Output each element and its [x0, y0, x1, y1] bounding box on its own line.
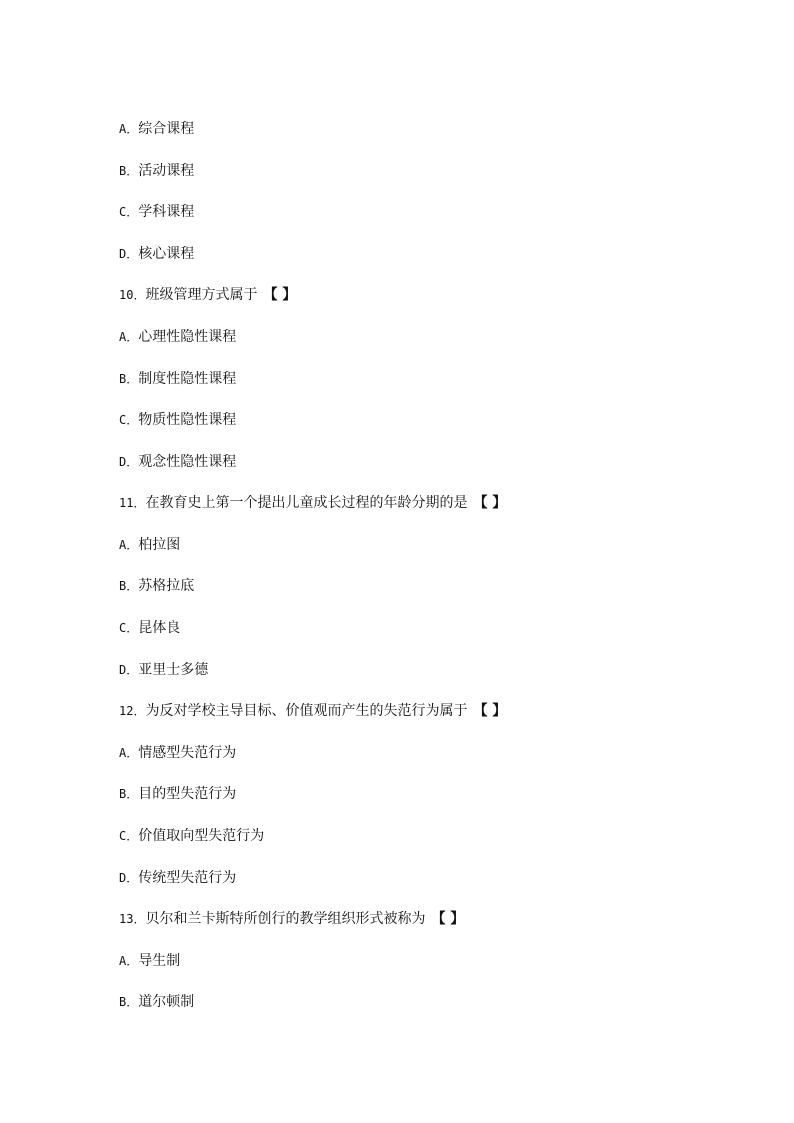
- option-line: [119, 162, 194, 180]
- option-label: A．: [119, 122, 139, 136]
- option-text: 核心课程: [138, 246, 195, 262]
- option-line: [119, 785, 236, 803]
- option-text: 观念性隐性课程: [138, 454, 237, 470]
- option-line: [119, 869, 236, 887]
- option-line: [119, 411, 236, 429]
- option-label: B．: [119, 164, 139, 178]
- option-line: [119, 619, 180, 637]
- question-line: [119, 702, 506, 720]
- question-line: [119, 910, 464, 928]
- option-text: 道尔顿制: [138, 994, 195, 1010]
- option-text: 制度性隐性课程: [138, 371, 237, 387]
- option-label: A．: [119, 746, 139, 760]
- option-line: [119, 661, 208, 679]
- option-line: [119, 453, 236, 471]
- option-line: [119, 328, 236, 346]
- option-line: [119, 120, 194, 138]
- option-line: [119, 952, 180, 970]
- option-text: 心理性隐性课程: [138, 329, 237, 345]
- option-label: A．: [119, 954, 139, 968]
- option-label: D．: [119, 663, 139, 677]
- option-label: C．: [119, 829, 139, 843]
- option-label: D．: [119, 871, 139, 885]
- question-text: 在教育史上第一个提出儿童成长过程的年龄分期的是: [145, 495, 468, 511]
- question-line: [119, 286, 296, 304]
- option-line: [119, 827, 264, 845]
- option-line: [119, 203, 194, 221]
- question-number: 12．: [119, 704, 146, 718]
- option-text: 传统型失范行为: [138, 870, 237, 886]
- question-number: 10．: [119, 288, 146, 302]
- option-line: [119, 536, 180, 554]
- option-label: D．: [119, 247, 139, 261]
- option-line: [119, 993, 194, 1011]
- option-label: C．: [119, 205, 139, 219]
- option-text: 价值取向型失范行为: [138, 828, 265, 844]
- option-text: 学科课程: [138, 204, 195, 220]
- option-text: 柏拉图: [138, 537, 181, 553]
- option-text: 活动课程: [138, 163, 195, 179]
- option-label: A．: [119, 330, 139, 344]
- question-text: 为反对学校主导目标、价值观而产生的失范行为属于: [145, 703, 468, 719]
- option-label: D．: [119, 455, 139, 469]
- question-text: 贝尔和兰卡斯特所创行的教学组织形式被称为: [145, 911, 426, 927]
- question-number: 11．: [119, 496, 146, 510]
- question-text: 班级管理方式属于: [145, 287, 258, 303]
- option-label: C．: [119, 413, 139, 427]
- option-label: A．: [119, 538, 139, 552]
- answer-bracket: 【 】: [431, 911, 465, 927]
- option-text: 亚里士多德: [138, 662, 209, 678]
- option-label: B．: [119, 995, 139, 1009]
- answer-bracket: 【 】: [473, 495, 507, 511]
- option-label: B．: [119, 579, 139, 593]
- option-text: 综合课程: [138, 121, 195, 137]
- option-label: C．: [119, 621, 139, 635]
- option-line: [119, 577, 194, 595]
- option-text: 物质性隐性课程: [138, 412, 237, 428]
- option-line: [119, 245, 194, 263]
- option-text: 目的型失范行为: [138, 786, 237, 802]
- option-text: 导生制: [138, 953, 181, 969]
- answer-bracket: 【 】: [473, 703, 507, 719]
- option-text: 昆体良: [138, 620, 181, 636]
- option-text: 苏格拉底: [138, 578, 195, 594]
- option-label: B．: [119, 372, 139, 386]
- option-line: [119, 744, 236, 762]
- option-text: 情感型失范行为: [138, 745, 237, 761]
- option-line: [119, 370, 236, 388]
- question-line: [119, 494, 506, 512]
- answer-bracket: 【 】: [263, 287, 297, 303]
- option-label: B．: [119, 787, 139, 801]
- question-number: 13．: [119, 912, 146, 926]
